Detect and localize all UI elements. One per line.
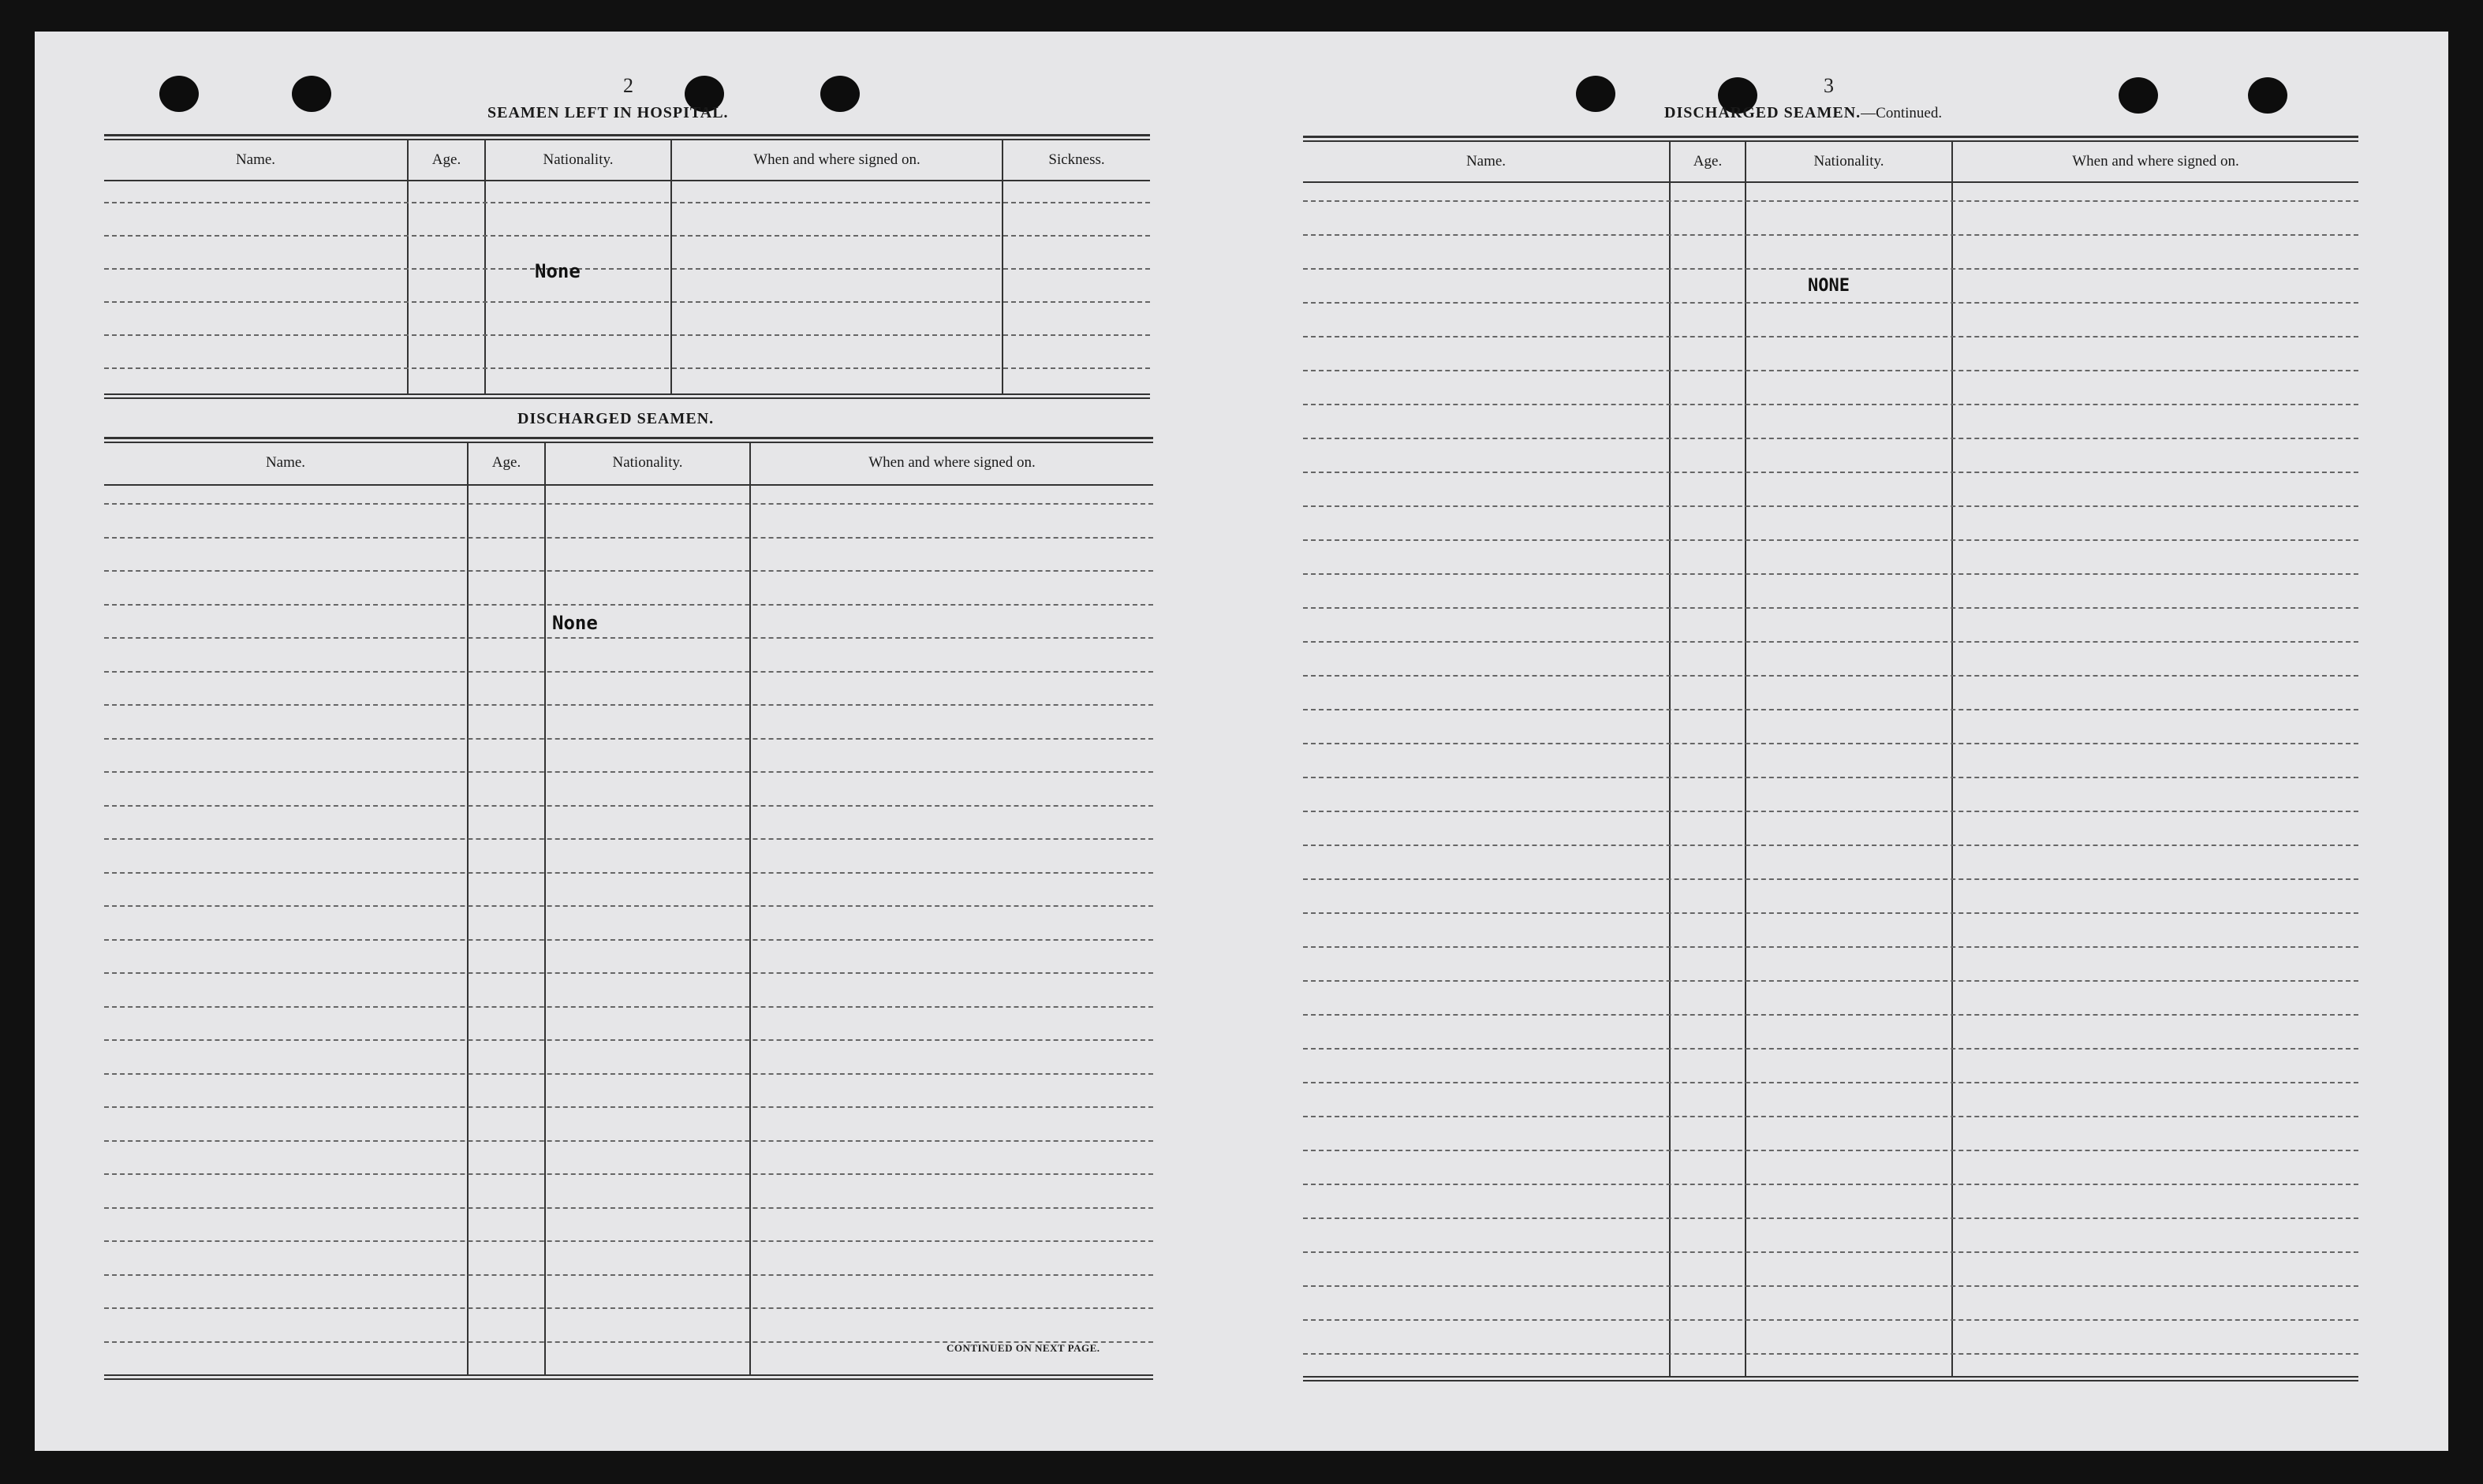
column-name: Name. xyxy=(235,151,276,168)
ruled-line xyxy=(104,771,1153,773)
ruled-line xyxy=(1303,811,2358,812)
column-age: Age. xyxy=(467,443,544,1374)
ruled-line xyxy=(104,637,1153,639)
hospital-section-heading: SEAMEN LEFT IN HOSPITAL. xyxy=(487,104,729,121)
ruled-line xyxy=(1303,1048,2358,1050)
column-nationality: Nationality. xyxy=(484,140,670,393)
ruled-line xyxy=(104,1240,1153,1242)
discharged-entry-left: None xyxy=(552,612,598,634)
ruled-line xyxy=(104,704,1153,706)
punch-hole xyxy=(2248,77,2287,114)
ruled-line xyxy=(1303,302,2358,304)
column-name: Name. xyxy=(1466,153,1507,170)
ruled-line xyxy=(1303,200,2358,202)
ruled-line xyxy=(104,1039,1153,1041)
ruled-line xyxy=(104,671,1153,673)
ruled-line xyxy=(104,570,1153,572)
ruled-line xyxy=(1303,607,2358,609)
ruled-line xyxy=(1303,1184,2358,1185)
ruled-line xyxy=(1303,1353,2358,1355)
ruled-line xyxy=(104,1274,1153,1276)
discharged-table-left xyxy=(104,437,1153,1380)
ruled-lines xyxy=(104,484,1153,1372)
ruled-line xyxy=(1303,1082,2358,1083)
column-sickness: Sickness. xyxy=(1002,140,1150,393)
punch-hole xyxy=(159,76,199,112)
ruled-line xyxy=(104,1106,1153,1108)
ruled-line xyxy=(1303,505,2358,507)
column-nationality: Nationality. xyxy=(1745,142,1951,1376)
ruled-line xyxy=(1303,1150,2358,1151)
ruled-line xyxy=(1303,980,2358,982)
ruled-line xyxy=(1303,472,2358,473)
discharged-continued-heading: DISCHARGED SEAMEN.—Continued. xyxy=(1664,104,1943,121)
ruled-line xyxy=(1303,438,2358,439)
ruled-line xyxy=(1303,743,2358,744)
ruled-line xyxy=(1303,370,2358,371)
ruled-line xyxy=(1303,336,2358,337)
ruled-line xyxy=(1303,878,2358,880)
ruled-line xyxy=(104,503,1153,505)
discharged-section-heading: DISCHARGED SEAMEN. xyxy=(517,410,715,427)
ruled-line xyxy=(1303,1116,2358,1117)
ruled-line xyxy=(1303,1285,2358,1287)
ruled-line xyxy=(1303,912,2358,914)
ruled-line xyxy=(1303,268,2358,270)
column-name: Name. xyxy=(265,454,306,471)
hospital-entry: None xyxy=(535,260,581,282)
column-age: Age. xyxy=(407,140,484,393)
discharged-table-right xyxy=(1303,136,2358,1381)
column-signed-on: When and where signed on. xyxy=(1951,142,2358,1376)
ruled-line xyxy=(1303,1014,2358,1016)
punch-hole xyxy=(2119,77,2158,114)
punch-hole xyxy=(292,76,331,112)
document-page xyxy=(35,32,2448,1451)
ruled-lines xyxy=(104,180,1150,393)
ruled-line xyxy=(1303,777,2358,778)
ruled-line xyxy=(104,1173,1153,1175)
punch-hole xyxy=(820,76,860,112)
ruled-line xyxy=(104,939,1153,941)
ruled-line xyxy=(104,1073,1153,1075)
ruled-line xyxy=(104,1307,1153,1309)
ruled-line xyxy=(104,872,1153,874)
ruled-lines xyxy=(1303,181,2358,1374)
ruled-line xyxy=(1303,946,2358,948)
column-signed-on: When and where signed on. xyxy=(749,443,1153,1374)
ruled-line xyxy=(1303,1319,2358,1321)
ruled-line xyxy=(104,604,1153,606)
ruled-line xyxy=(1303,539,2358,541)
page-number: 2 xyxy=(623,74,633,97)
column-signed-on: When and where signed on. xyxy=(670,140,1002,393)
ruled-line xyxy=(1303,1251,2358,1253)
ruled-line xyxy=(1303,1217,2358,1219)
ruled-line xyxy=(1303,404,2358,405)
ruled-line xyxy=(104,838,1153,840)
ruled-line xyxy=(104,1006,1153,1008)
ruled-line xyxy=(1303,845,2358,846)
ruled-line xyxy=(104,537,1153,539)
ruled-line xyxy=(104,805,1153,807)
punch-hole xyxy=(1576,76,1615,112)
ruled-line xyxy=(1303,675,2358,677)
ruled-line xyxy=(104,905,1153,907)
column-nationality: Nationality. xyxy=(544,443,749,1374)
discharged-entry-right: NONE xyxy=(1808,276,1850,296)
ruled-line xyxy=(104,1140,1153,1142)
ruled-line xyxy=(104,1207,1153,1209)
ruled-line xyxy=(1303,709,2358,710)
ruled-line xyxy=(1303,573,2358,575)
ruled-line xyxy=(104,972,1153,974)
ruled-line xyxy=(1303,641,2358,643)
hospital-table xyxy=(104,134,1150,399)
continued-note: CONTINUED ON NEXT PAGE. xyxy=(947,1342,1100,1354)
page-number: 3 xyxy=(1824,74,1834,97)
ruled-line xyxy=(1303,234,2358,236)
ruled-line xyxy=(104,738,1153,740)
column-age: Age. xyxy=(1669,142,1745,1376)
